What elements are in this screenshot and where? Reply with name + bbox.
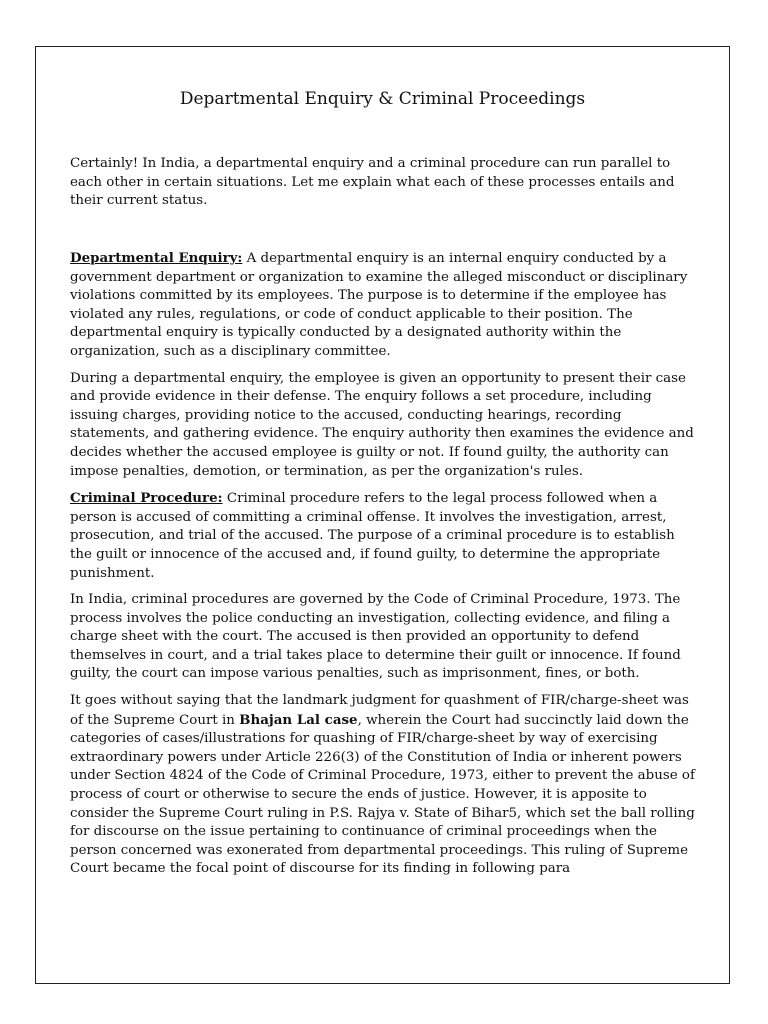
document-page <box>35 46 730 984</box>
bhajan-lal-text-before: It goes without saying that the landmark judgment for quashment of FIR/charge-sheet was of the Supreme Court in <box>70 693 689 728</box>
india-crpc-paragraph: In India, criminal procedures are governed by the Code of Criminal Procedure, 1973. The process involves the police conducting an investigation, collecting evidence, and filing a charge sheet with the court. The accused is then provided an opportunity to defend themselves in court, and a trial takes place to determine their guilt or innocence. If found guilty, the court can impose various penalties, such as imprisonment, fines, or both. <box>70 592 681 682</box>
document-title: Departmental Enquiry & Criminal Proceedings <box>179 89 586 109</box>
bhajan-lal-paragraph <box>70 692 700 879</box>
bhajan-lal-text-after: , wherein the Court had succinctly laid down the categories of cases/illustrations for quashing of FIR/charge-sheet by way of exercising extraordinary powers under Article 226(3) of the Constitution of India or inherent powers under Section 4824 of the Code of Criminal Procedure, 1973, either to prevent the abuse of process of court or otherwise to secure the ends of justice. However, it is apposite to consider the Supreme Court ruling in P.S. Rajya v. State of Bihar5, which set the ball rolling for discourse on the issue pertaining to continuance of criminal proceedings when the person concerned was exonerated from departmental proceedings. This ruling of Supreme Court became the focal point of discourse for its finding in following para <box>70 712 695 877</box>
criminal-procedure-paragraph <box>70 489 700 583</box>
intro-paragraph: Certainly! In India, a departmental enquiry and a criminal procedure can run parallel to each other in certain situations. Let me explain what each of these processes entails and their current status. <box>70 156 675 209</box>
enquiry-process-paragraph: During a departmental enquiry, the employee is given an opportunity to present their case and provide evidence in their defense. The enquiry follows a set procedure, including issuing charges, providing notice to the accused, conducting hearings, recording statements, and gathering evidence. The enquiry authority then examines the evidence and decides whether the accused employee is guilty or not. If found guilty, the authority can impose penalties, demotion, or termination, as per the organization's rules. <box>70 370 694 479</box>
departmental-enquiry-paragraph <box>70 249 700 362</box>
departmental-enquiry-heading: Departmental Enquiry: <box>70 250 243 266</box>
document-body-main <box>70 249 700 887</box>
departmental-enquiry-text: A departmental enquiry is an internal enquiry conducted by a government department or organization to examine the alleged misconduct or disciplinary violations committed by its employees. The purpose is to determine if the employee has violated any rules, regulations, or code of conduct applicable to their position. The departmental enquiry is typically conducted by a designated authority within the organization, such as a disciplinary committee. <box>70 251 688 359</box>
criminal-procedure-heading: Criminal Procedure: <box>70 490 223 507</box>
bhajan-lal-case-name: Bhajan Lal case <box>239 711 358 728</box>
document-body <box>70 155 700 219</box>
criminal-procedure-text: Criminal procedure refers to the legal process followed when a person is accused of committing a criminal offense. It involves the investigation, arrest, prosecution, and trial of the accused. The purpose of a criminal procedure is to establish the guilt or innocence of the accused and, if found guilty, to determine the appropriate punishment. <box>70 491 675 581</box>
